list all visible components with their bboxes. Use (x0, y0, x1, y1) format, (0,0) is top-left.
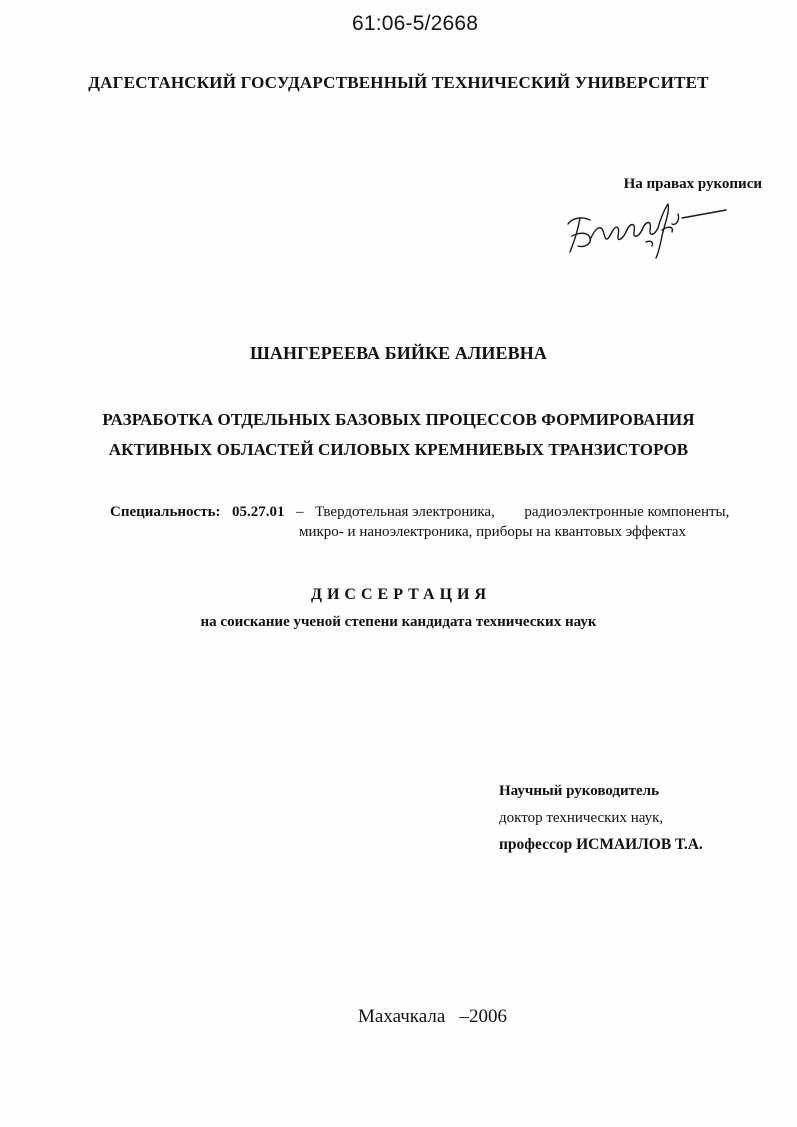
catalog-number: 61:06-5/2668 (352, 12, 479, 35)
signature-icon (560, 196, 730, 266)
place-and-year (358, 1006, 507, 1028)
advisor-title: Научный руководитель (499, 783, 659, 799)
advisor-name: ИСМАИЛОВ Т.А. (576, 836, 703, 853)
specialty-line-2: микро- и наноэлектроника, приборы на квантовых эффектах (299, 524, 687, 540)
year: 2006 (469, 1006, 508, 1027)
advisor-rank-and-name (499, 836, 703, 854)
rights-note: На правах рукописи (623, 176, 762, 192)
specialty-label: Специальность: (110, 504, 221, 520)
specialty-code: 05.27.01 (232, 504, 285, 520)
dissertation-title-line-1: РАЗРАБОТКА ОТДЕЛЬНЫХ БАЗОВЫХ ПРОЦЕССОВ ФОРМИРОВАНИЯ (102, 410, 695, 429)
dissertation-title-line-2: АКТИВНЫХ ОБЛАСТЕЙ СИЛОВЫХ КРЕМНИЕВЫХ ТРАНЗИСТОРОВ (108, 440, 689, 459)
degree-sought: на соискание ученой степени кандидата технических наук (200, 614, 597, 630)
university-name: ДАГЕСТАНСКИЙ ГОСУДАРСТВЕННЫЙ ТЕХНИЧЕСКИЙ УНИВЕРСИТЕТ (88, 73, 709, 92)
place-year-dash: – (459, 1006, 470, 1027)
advisor-rank: профессор (499, 836, 573, 853)
city: Махачкала (358, 1006, 446, 1027)
specialty-name-part-1: Твердотельная электроника, (315, 504, 495, 520)
specialty-dash: – (296, 504, 304, 520)
work-type: ДИССЕРТАЦИЯ (310, 586, 492, 603)
specialty-name-part-2: радиоэлектронные компоненты, (524, 504, 730, 520)
advisor-degree: доктор технических наук, (499, 810, 664, 826)
author-name: ШАНГЕРЕЕВА БИЙКЕ АЛИЕВНА (250, 343, 547, 363)
specialty-line-1 (110, 504, 762, 521)
